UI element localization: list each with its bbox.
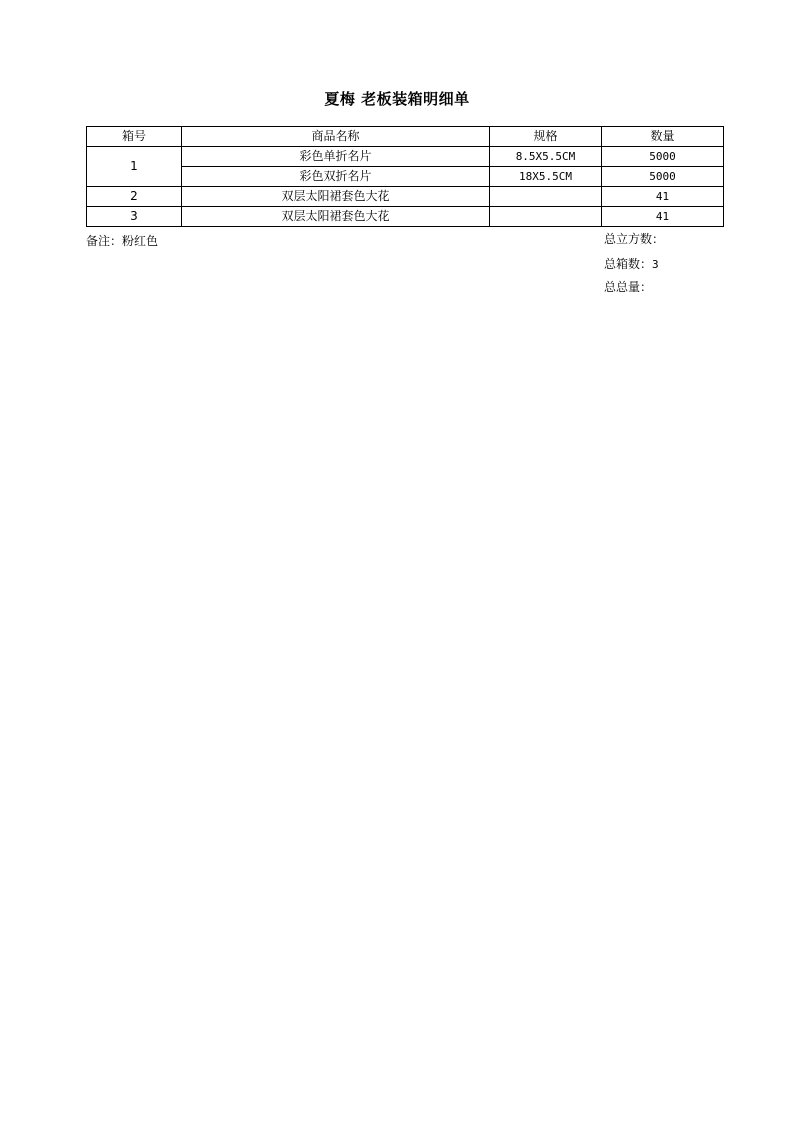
total-weight-line xyxy=(604,278,652,295)
header-quantity: 数量 xyxy=(602,127,724,147)
table-row xyxy=(87,167,724,187)
product-name-cell: 双层太阳裙套色大花 xyxy=(182,207,490,227)
total-boxes-label: 总箱数： xyxy=(604,257,653,271)
spec-cell xyxy=(490,187,602,207)
total-weight-label: 总总量： xyxy=(604,280,653,294)
spec-cell: 8.5X5.5CM xyxy=(490,147,602,167)
box-no-cell: 3 xyxy=(87,207,182,227)
remark-note: 备注：粉红色 xyxy=(86,234,159,248)
quantity-cell: 41 xyxy=(602,207,724,227)
product-name-cell: 彩色单折名片 xyxy=(182,147,490,167)
total-volume-label: 总立方数： xyxy=(604,232,665,246)
header-spec: 规格 xyxy=(490,127,602,147)
total-boxes-line xyxy=(604,255,659,272)
header-product-name: 商品名称 xyxy=(182,127,490,147)
product-name-cell: 彩色双折名片 xyxy=(182,167,490,187)
quantity-cell: 5000 xyxy=(602,147,724,167)
total-boxes-value: 3 xyxy=(652,258,659,271)
table-row xyxy=(87,207,724,227)
header-box-no: 箱号 xyxy=(87,127,182,147)
table-header-row xyxy=(87,127,724,147)
packing-list-table xyxy=(86,126,724,227)
spec-cell: 18X5.5CM xyxy=(490,167,602,187)
product-name-cell: 双层太阳裙套色大花 xyxy=(182,187,490,207)
quantity-cell: 41 xyxy=(602,187,724,207)
table-row xyxy=(87,147,724,167)
total-volume-line xyxy=(604,230,664,247)
box-no-cell: 2 xyxy=(87,187,182,207)
box-no-cell: 1 xyxy=(87,147,182,187)
page-title: 夏梅 老板装箱明细单 xyxy=(324,90,470,108)
table-row xyxy=(87,187,724,207)
quantity-cell: 5000 xyxy=(602,167,724,187)
spec-cell xyxy=(490,207,602,227)
